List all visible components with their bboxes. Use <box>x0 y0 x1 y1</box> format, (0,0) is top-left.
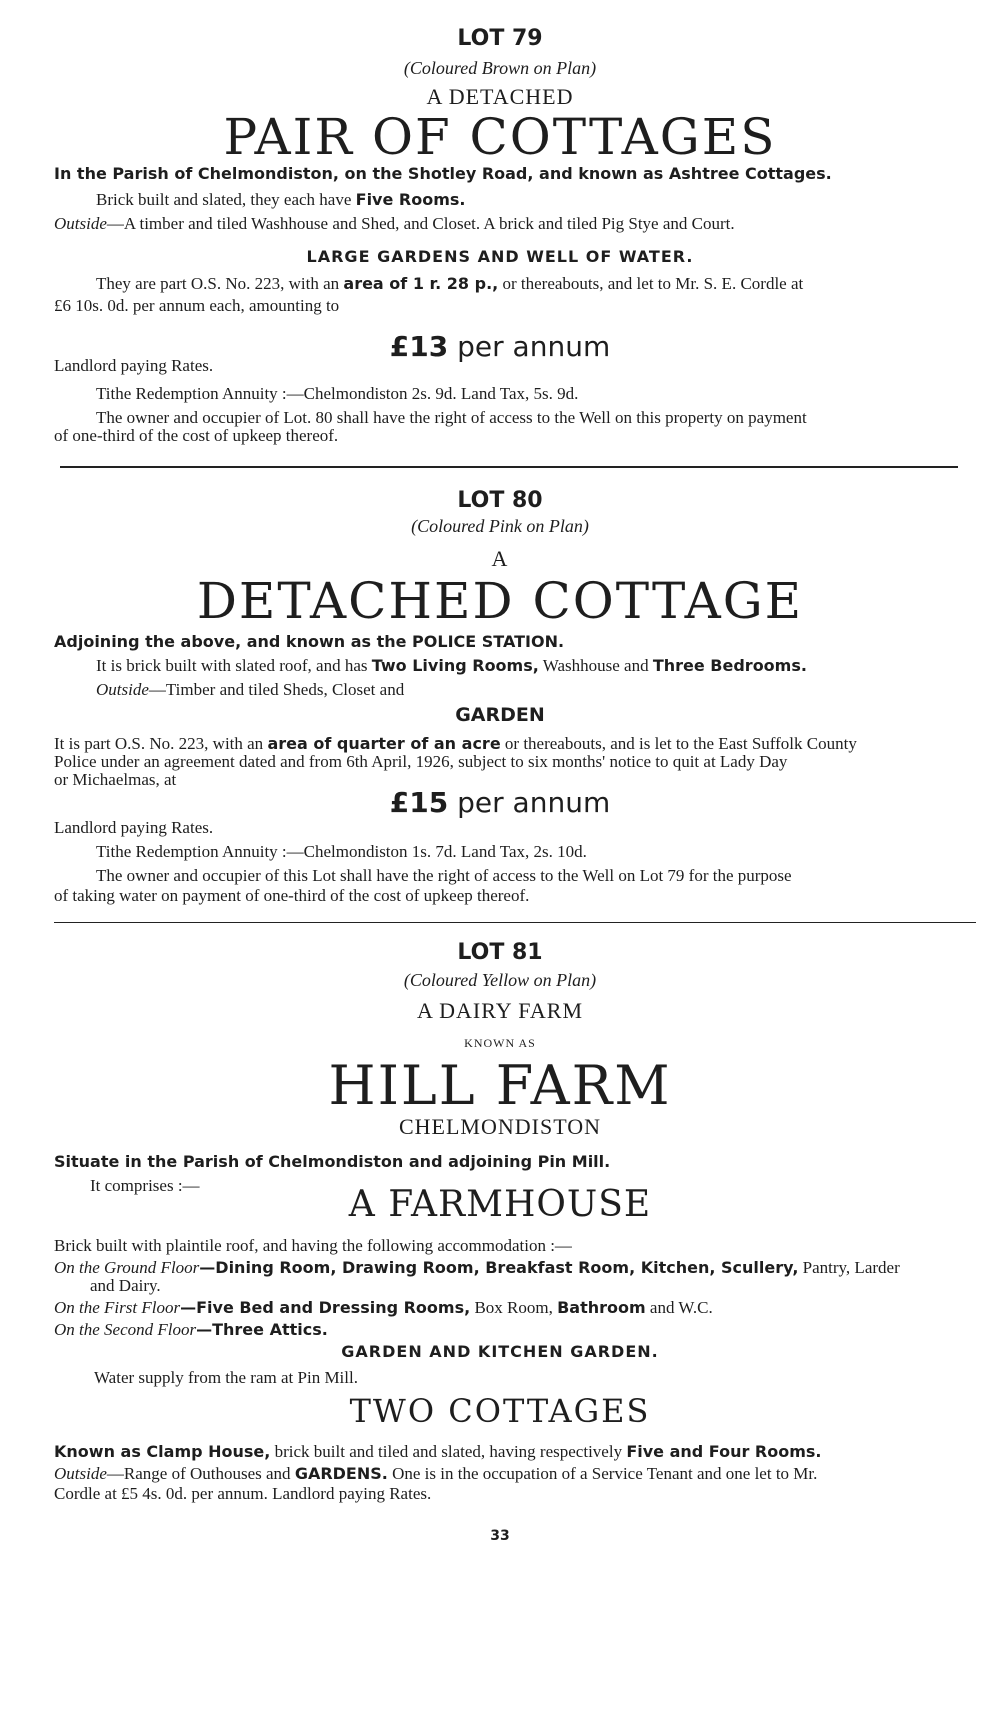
lot-80-tithe: Tithe Redemption Annuity :—Chelmondiston 1s. 7d. Land Tax, 2s. 10d. <box>96 842 587 861</box>
lot-79-outside-line: Outside—A timber and tiled Washhouse and Shed, and Closet. A brick and tiled Pig Stye and Court. <box>54 214 735 233</box>
lot-80-rooms-line: It is brick built with slated roof, and has Two Living Rooms, Washhouse and Three Bedrooms. <box>96 656 807 675</box>
lot-81-known-as: KNOWN AS <box>464 1036 536 1050</box>
divider-rule <box>60 466 958 468</box>
lot-79-gardens: LARGE GARDENS AND WELL OF WATER. <box>306 247 694 266</box>
page-number: 33 <box>490 1528 510 1544</box>
lot-81-brick-line: Brick built with plaintile roof, and having the following accommodation :— <box>54 1236 572 1255</box>
lot-80-para-2: Police under an agreement dated and from 6th April, 1926, subject to six months' notice to quit at Lady Day <box>54 752 788 771</box>
divider-rule <box>54 922 976 923</box>
lot-79-tithe: Tithe Redemption Annuity :—Chelmondiston 2s. 9d. Land Tax, 5s. 9d. <box>96 384 579 403</box>
lot-81-place: CHELMONDISTON <box>398 1114 602 1139</box>
lot-81-ground-floor: On the Ground Floor—Dining Room, Drawing Room, Breakfast Room, Kitchen, Scullery, Pantry, Larder <box>54 1258 900 1277</box>
lot-80-rent: £15 per annum <box>389 786 611 819</box>
lot-81-title: HILL FARM <box>328 1054 672 1117</box>
lot-79-rent: £13 per annum <box>389 330 611 363</box>
lot-80-title: DETACHED COTTAGE <box>196 572 804 630</box>
lot-81-garden: GARDEN AND KITCHEN GARDEN. <box>341 1342 659 1361</box>
lot-80-owner-line-1: The owner and occupier of this Lot shall have the right of access to the Well on Lot 79 for the purpose <box>96 866 792 885</box>
lot-81-known-line: Known as Clamp House, brick built and tiled and slated, having respectively Five and Four Rooms. <box>54 1442 822 1461</box>
lot-80-adjoining-line: Adjoining the above, and known as the POLICE STATION. <box>54 632 565 651</box>
lot-81-cordle-line: Cordle at £5 4s. 0d. per annum. Landlord paying Rates. <box>54 1484 432 1503</box>
lot-79-landlord: Landlord paying Rates. <box>54 356 214 375</box>
lot-81-plan-note: (Coloured Yellow on Plan) <box>403 970 597 990</box>
lot-79-title: PAIR OF COTTAGES <box>223 108 777 166</box>
lot-81-cottages: TWO COTTAGES <box>349 1392 651 1430</box>
lot-79-para-b: £6 10s. 0d. per annum each, amounting to <box>54 296 340 315</box>
lot-79-para-a: They are part O.S. No. 223, with an area of 1 r. 28 p., or thereabouts, and let to Mr. S. E. Cordle at <box>96 274 804 293</box>
lot-81-water: Water supply from the ram at Pin Mill. <box>94 1368 358 1387</box>
lot-80-heading: LOT 80 <box>457 488 543 513</box>
lot-79-owner-line-1: The owner and occupier of Lot. 80 shall have the right of access to the Well on this property on payment <box>96 408 807 427</box>
lot-81-subtitle: A DAIRY FARM <box>416 998 584 1023</box>
lot-80-subtitle: A <box>491 546 509 571</box>
lot-81-comprises: It comprises :— <box>90 1176 200 1195</box>
lot-81-first-floor: On the First Floor—Five Bed and Dressing Rooms, Box Room, Bathroom and W.C. <box>54 1298 713 1317</box>
lot-80-outside-line: Outside—Timber and tiled Sheds, Closet and <box>96 680 405 699</box>
lot-81-outside-line: Outside—Range of Outhouses and GARDENS. One is in the occupation of a Service Tenant and one let to Mr. <box>54 1464 818 1483</box>
lot-79-owner-line-2: of one-third of the cost of upkeep thereof. <box>54 426 339 445</box>
lot-80-garden: GARDEN <box>455 704 545 726</box>
lot-79-rooms-line: Brick built and slated, they each have Five Rooms. <box>96 190 466 209</box>
lot-81-ground-floor-2: and Dairy. <box>90 1276 161 1295</box>
lot-80-para-3: or Michaelmas, at <box>54 770 177 789</box>
lot-80-owner-line-2: of taking water on payment of one-third of the cost of upkeep thereof. <box>54 886 530 905</box>
lot-81-heading: LOT 81 <box>457 940 543 965</box>
lot-79-subtitle: A DETACHED <box>426 84 574 109</box>
lot-80-para-1: It is part O.S. No. 223, with an area of quarter of an acre or thereabouts, and is let to the East Suffolk County <box>54 734 857 753</box>
lot-79-parish-line: In the Parish of Chelmondiston, on the Shotley Road, and known as Ashtree Cottages. <box>54 164 832 183</box>
lot-81-second-floor: On the Second Floor—Three Attics. <box>54 1320 328 1339</box>
lot-80-landlord: Landlord paying Rates. <box>54 818 214 837</box>
lot-81-situate: Situate in the Parish of Chelmondiston and adjoining Pin Mill. <box>54 1152 611 1171</box>
lot-81-farmhouse: A FARMHOUSE <box>348 1184 652 1225</box>
lot-80-plan-note: (Coloured Pink on Plan) <box>411 516 589 536</box>
lot-79-plan-note: (Coloured Brown on Plan) <box>403 58 597 78</box>
lot-79-heading: LOT 79 <box>457 26 543 51</box>
